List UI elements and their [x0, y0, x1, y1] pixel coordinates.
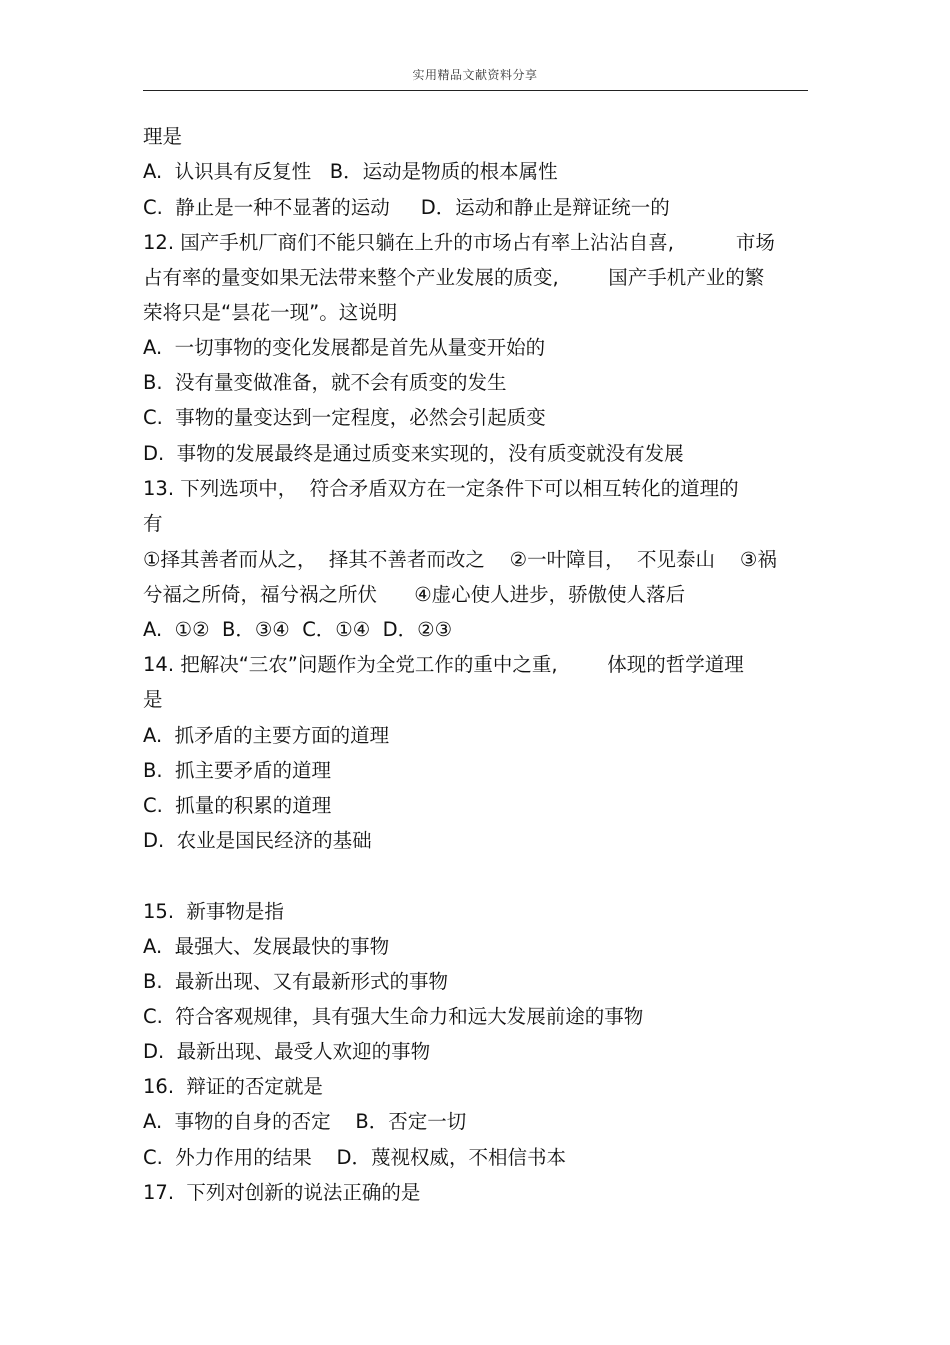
option-line: C. 外力作用的结果 D．蔑视权威，不相信书本 — [143, 1146, 567, 1169]
question-12-line-1: 12. 国产手机厂商们不能只躺在上升的市场占有率上沾沾自喜, 市场 — [143, 231, 775, 254]
option-line: A. 一切事物的变化发展都是首先从量变开始的 — [143, 336, 546, 359]
option-line: D. 事物的发展最终是通过质变来实现的，没有质变就没有发展 — [143, 442, 684, 465]
question-12-line-2: 占有率的量变如果无法带来整个产业发展的质变, 国产手机产业的繁 — [143, 266, 765, 289]
option-line: B. 最新出现、又有最新形式的事物 — [143, 970, 448, 993]
option-line: A. 抓矛盾的主要方面的道理 — [143, 724, 390, 747]
option-line: D. 农业是国民经济的基础 — [143, 829, 372, 852]
question-13-line-1: 13. 下列选项中， 符合矛盾双方在一定条件下可以相互转化的道理的 — [143, 477, 739, 500]
question-15-line: 15. 新事物是指 — [143, 900, 284, 923]
option-line: B. 没有量变做准备，就不会有质变的发生 — [143, 371, 507, 394]
question-17-line: 17. 下列对创新的说法正确的是 — [143, 1181, 421, 1204]
option-line: C. 静止是一种不显著的运动 D．运动和静止是辩证统一的 — [143, 196, 670, 219]
option-line: A. 事物的自身的否定 B．否定一切 — [143, 1110, 467, 1133]
option-line: B. 抓主要矛盾的道理 — [143, 759, 331, 782]
text-line: 理是 — [143, 125, 183, 148]
option-line: A. 认识具有反复性 B．运动是物质的根本属性 — [143, 160, 558, 183]
header-divider — [143, 90, 808, 91]
question-13-line-3: ①择其善者而从之， 择其不善者而改之 ②一叶障目， 不见泰山 ③祸 — [143, 548, 777, 571]
question-13-line-2: 有 — [143, 512, 163, 535]
question-12-line-3: 荣将只是“昙花一现”。这说明 — [143, 301, 398, 324]
option-line: D. 最新出现、最受人欢迎的事物 — [143, 1040, 431, 1063]
option-line: C. 符合客观规律，具有强大生命力和远大发展前途的事物 — [143, 1005, 644, 1028]
question-16-line: 16. 辩证的否定就是 — [143, 1075, 323, 1098]
option-line: A. 最强大、发展最快的事物 — [143, 935, 390, 958]
option-line: C. 事物的量变达到一定程度，必然会引起质变 — [143, 406, 546, 429]
page-header: 实用精品文献资料分享 — [412, 68, 538, 82]
question-13-line-4: 兮福之所倚，福兮祸之所伏 ④虚心使人进步，骄傲使人落后 — [143, 583, 686, 606]
option-line: A. ①② B．③④ C．①④ D．②③ — [143, 618, 453, 641]
question-14-line-2: 是 — [143, 688, 163, 711]
question-14-line-1: 14. 把解决“三农”问题作为全党工作的重中之重, 体现的哲学道理 — [143, 653, 744, 676]
option-line: C. 抓量的积累的道理 — [143, 794, 332, 817]
